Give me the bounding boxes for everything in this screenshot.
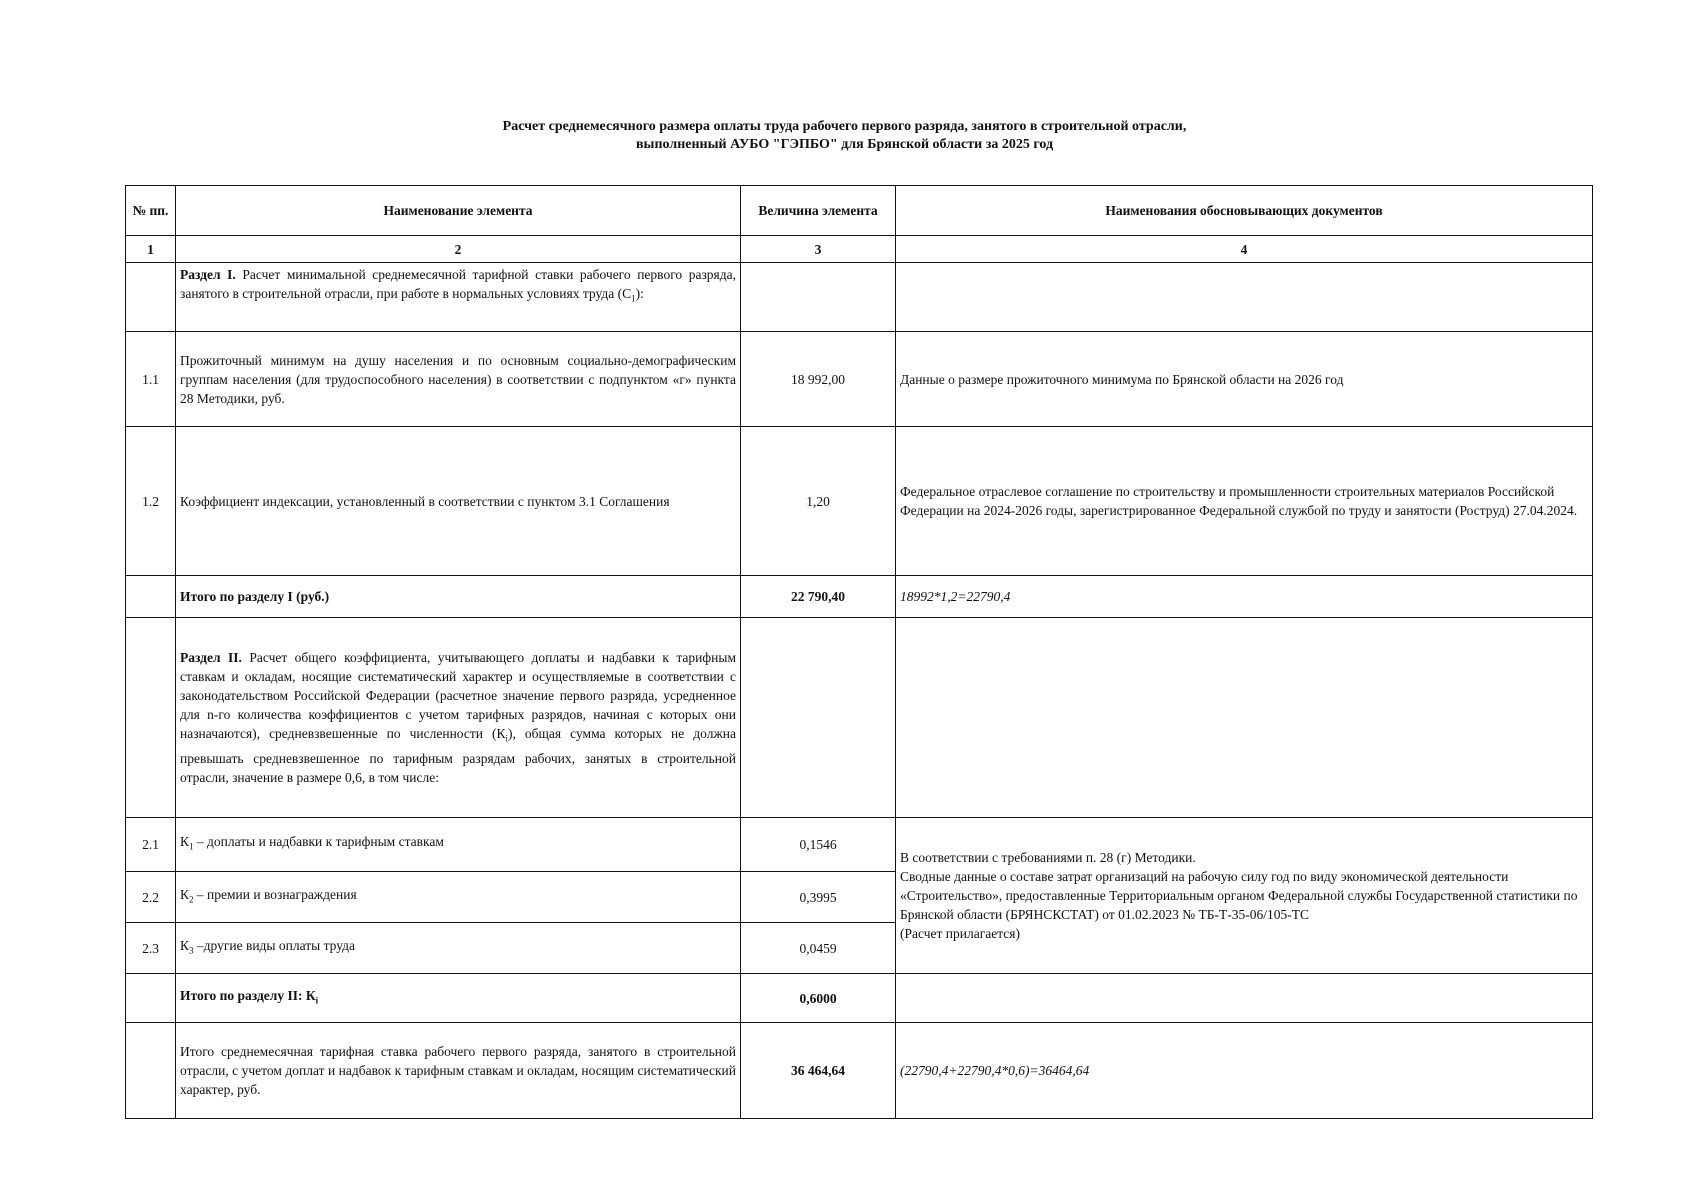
row-name: $К_1$ – доплаты и надбавки к тарифным ставкам: [176, 818, 741, 872]
section-2-text-a: Расчет общего коэффициента, учитывающего доплаты и надбавки к тарифным ставкам и окладам, носящие систематический характер и осуществляемые в соответствии с законодательством Российской Федерации (расчетное значение первого разряда, усредненное для n-го количества коэффициентов с учетом тарифных разрядов, начиная с которых они назначаются), средневзвешенные по численности (К: [180, 650, 736, 742]
section-2-total-value: 0,6000: [741, 974, 896, 1023]
section-1-label: Раздел I.: [180, 267, 236, 282]
section-2-subscript: i: [505, 733, 509, 744]
section-1-row: [126, 263, 1593, 332]
section-2-title: [176, 618, 741, 818]
final-total-row: [126, 1023, 1593, 1119]
section-1-total-label: Итого по разделу I (руб.): [176, 576, 741, 618]
row-value: 0,1546: [741, 818, 896, 872]
table-row: [126, 332, 1593, 427]
section-1-title: [176, 263, 741, 332]
column-number-row: [126, 236, 1593, 263]
table-row: [126, 427, 1593, 576]
document-line: (Расчет прилагается): [900, 926, 1020, 941]
final-total-value: 36 464,64: [741, 1023, 896, 1119]
row-value: 1,20: [741, 427, 896, 576]
column-number: 1: [126, 236, 176, 263]
title-line-2: выполненный АУБО "ГЭПБО" для Брянской области за 2025 год: [635, 137, 1054, 152]
row-document: Данные о размере прожиточного минимума по Брянской области на 2026 год: [896, 332, 1593, 427]
section-1-total-formula: 18992*1,2=22790,4: [896, 576, 1593, 618]
column-number: 2: [176, 236, 741, 263]
table-row: [126, 818, 1593, 872]
column-number: 4: [896, 236, 1593, 263]
section-1-tail: ):: [635, 286, 644, 301]
section-2-documents: [896, 818, 1593, 974]
row-name: Прожиточный минимум на душу населения и по основным социально-демографическим группам населения (для трудоспособного населения) в соответствии с подпунктом «г» пункта 28 Методики, руб.: [176, 332, 741, 427]
header-row: [126, 186, 1593, 236]
row-number: 2.3: [126, 923, 176, 974]
section-2-row: [126, 618, 1593, 818]
final-total-formula: (22790,4+22790,4*0,6)=36464,64: [896, 1023, 1593, 1119]
section-1-subscript: 1: [631, 293, 636, 304]
header-element-value: Величина элемента: [741, 186, 896, 236]
section-1-text: Расчет минимальной среднемесячной тарифной ставки рабочего первого разряда, занятого в строительной отрасли, при работе в нормальных условиях труда (С: [180, 267, 737, 301]
header-element-name: Наименование элемента: [176, 186, 741, 236]
section-1-total-value: 22 790,40: [741, 576, 896, 618]
title-line-1: Расчет среднемесячного размера оплаты труда рабочего первого разряда, занятого в строительной отрасли,: [502, 119, 1187, 134]
row-name: Коэффициент индексации, установленный в соответствии с пунктом 3.1 Соглашения: [176, 427, 741, 576]
section-2-total-label: Итого по разделу II: $К_i$: [176, 974, 741, 1023]
row-number: 1.2: [126, 427, 176, 576]
header-number: № пп.: [126, 186, 176, 236]
row-number: 2.2: [126, 872, 176, 923]
header-documents: Наименования обосновывающих документов: [896, 186, 1593, 236]
row-number: 1.1: [126, 332, 176, 427]
row-value: 18 992,00: [741, 332, 896, 427]
document-line: Сводные данные о составе затрат организаций на рабочую силу год по виду экономической деятельности «Строительство», предоставленные Территориальным органом Федеральной службы Государственной статистики по Брянской области (БРЯНСКСТАТ) от 01.02.2023 № ТБ-Т-35-06/105-ТС: [900, 869, 1578, 922]
document-title: [0, 118, 1689, 154]
column-number: 3: [741, 236, 896, 263]
section-2-label: Раздел II.: [180, 650, 242, 666]
final-total-label: Итого среднемесячная тарифная ставка рабочего первого разряда, занятого в строительной отрасли, с учетом доплат и надбавок к тарифным ставкам и окладам, носящим систематический характер, руб.: [176, 1023, 741, 1119]
row-document: Федеральное отраслевое соглашение по строительству и промышленности строительных материалов Российской Федерации на 2024-2026 годы, зарегистрированное Федеральной службой по труду и занятости (Роструд) 27.04.2024.: [896, 427, 1593, 576]
section-1-total-row: [126, 576, 1593, 618]
row-value: 0,0459: [741, 923, 896, 974]
row-name: $К_3$ –другие виды оплаты труда: [176, 923, 741, 974]
document-line: В соответствии с требованиями п. 28 (г) Методики.: [900, 850, 1196, 865]
row-number: 2.1: [126, 818, 176, 872]
row-name: $К_2$ – премии и вознаграждения: [176, 872, 741, 923]
section-2-total-row: [126, 974, 1593, 1023]
section-2-text-b: ), общая сумма которых не должна превышать средневзвешенное по тарифным разрядам рабочих, занятых в строительной отрасли, значение в размере 0,6, в том числе:: [180, 726, 736, 785]
calculation-table: [125, 185, 1593, 1119]
row-value: 0,3995: [741, 872, 896, 923]
